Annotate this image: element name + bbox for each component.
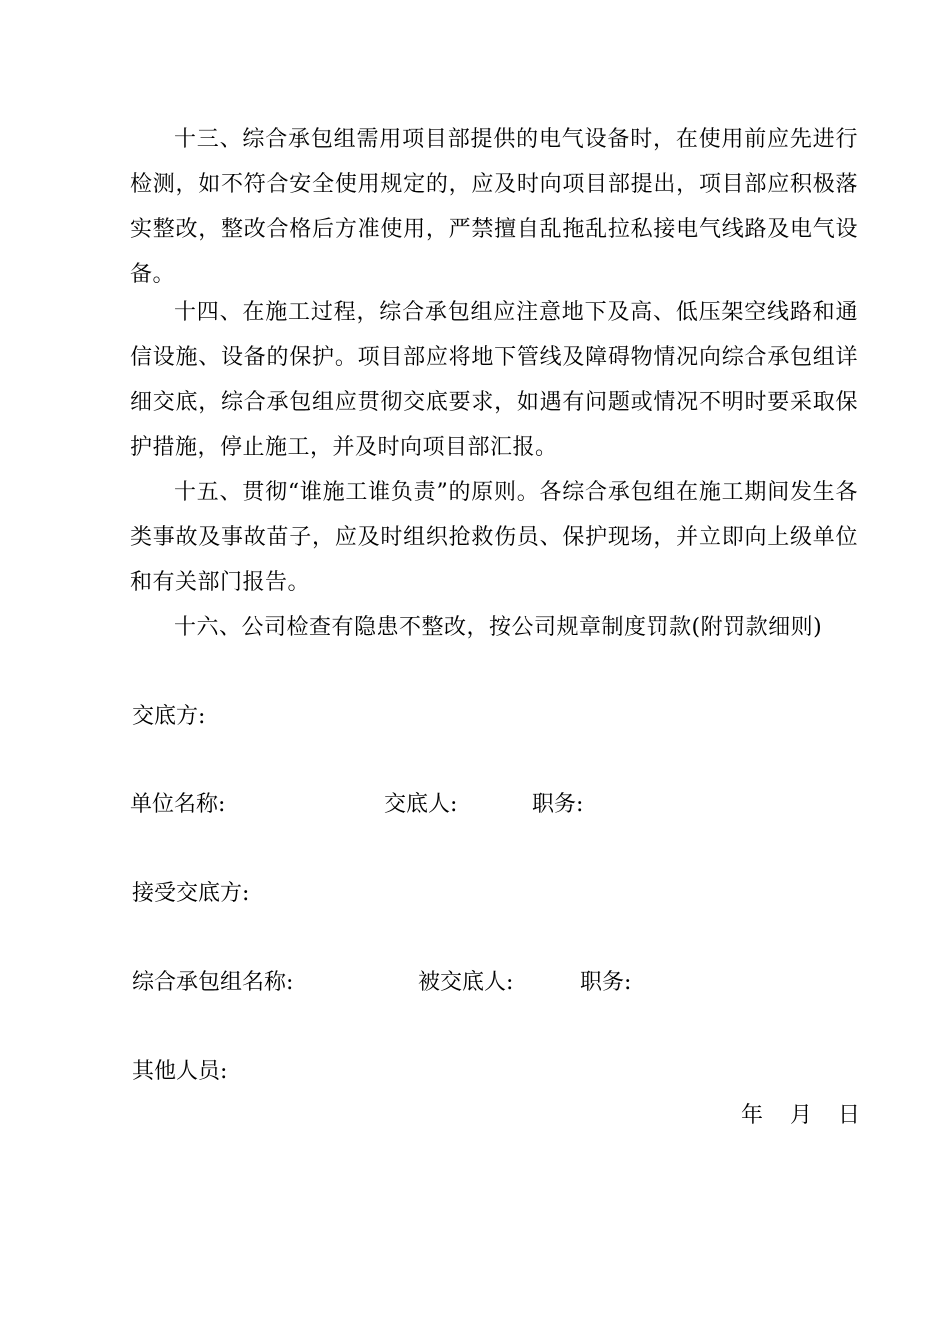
discloser-person-label: 交底人:: [384, 792, 458, 817]
unit-name-label: 单位名称:: [130, 792, 226, 817]
others-label: 其他人员:: [132, 1059, 228, 1084]
date-month-label: 月: [790, 1103, 813, 1128]
clause-13: 十三、综合承包组需用项目部提供的电气设备时，在使用前应先进行检测，如不符合安全使用规定的，应及时向项目部提出，项目部应积极落实整改，整改合格后方准使用，严禁擅自乱拖乱拉私接电气线路及电气设备。: [130, 127, 858, 287]
discloser-position-label: 职务:: [532, 792, 584, 817]
clause-14: 十四、在施工过程，综合承包组应注意地下及高、低压架空线路和通信设施、设备的保护。项目部应将地下管线及障碍物情况向综合承包组详细交底，综合承包组应贯彻交底要求，如遇有问题或情况不明时要采取保护措施，停止施工，并及时向项目部汇报。: [130, 300, 858, 460]
clause-15: 十五、贯彻“谁施工谁负责”的原则。各综合承包组在施工期间发生各类事故及事故苗子，应及时组织抢救伤员、保护现场，并立即向上级单位和有关部门报告。: [130, 480, 858, 595]
discloser-heading: 交底方:: [132, 704, 206, 729]
receiver-position-label: 职务:: [580, 970, 632, 995]
clause-16: 十六、公司检查有隐患不整改，按公司规章制度罚款(附罚款细则): [174, 615, 823, 640]
group-name-label: 综合承包组名称:: [132, 970, 294, 995]
date-year-label: 年: [741, 1103, 764, 1128]
date-day-label: 日: [838, 1103, 861, 1128]
receiver-heading: 接受交底方:: [132, 881, 250, 906]
receiver-person-label: 被交底人:: [418, 970, 514, 995]
